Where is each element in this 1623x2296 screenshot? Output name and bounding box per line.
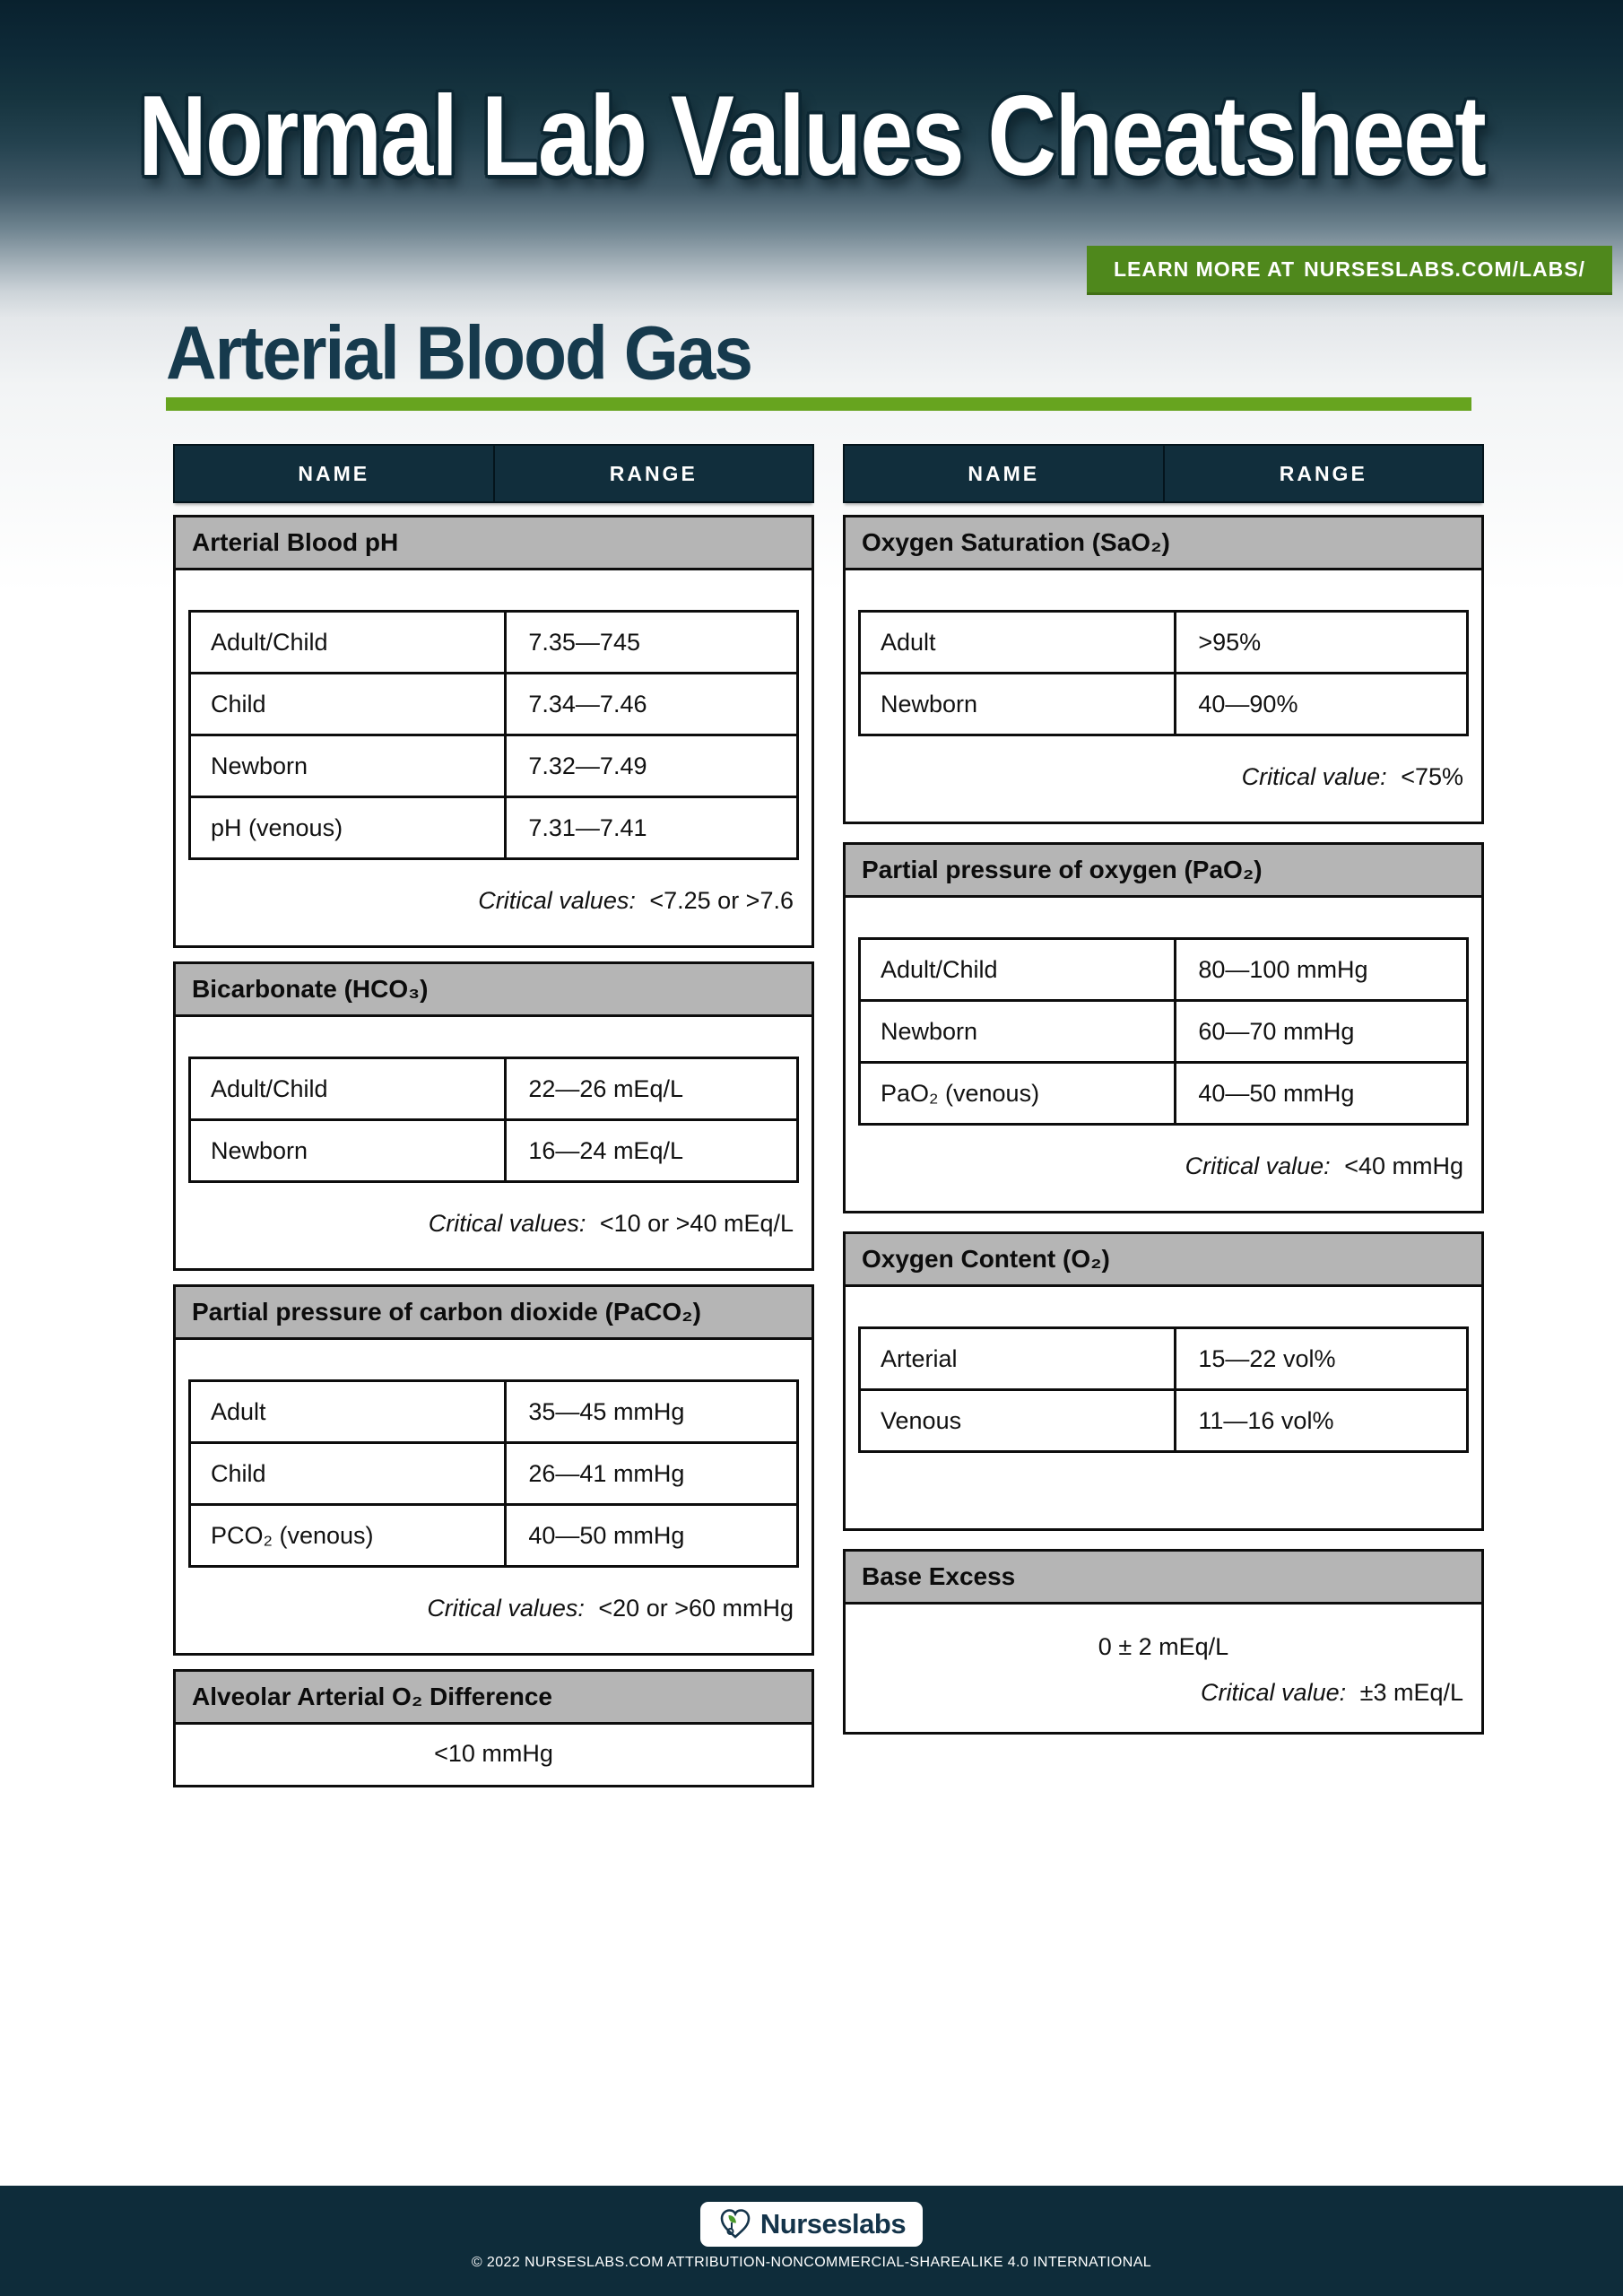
row-label: PaO₂ (venous): [861, 1064, 1176, 1123]
row-value: 7.31—7.41: [528, 813, 647, 841]
values-table: [188, 610, 799, 860]
row-label: PCO₂ (venous): [191, 1506, 507, 1565]
critical-value: <75%: [1401, 763, 1463, 790]
table-row: [861, 1002, 1466, 1064]
table-row: [191, 1444, 796, 1506]
table-row: [861, 674, 1466, 734]
row-value: 80—100 mmHg: [1198, 955, 1368, 983]
row-value: 7.34—7.46: [528, 690, 647, 718]
row-label: Child: [191, 674, 507, 734]
row-value: 16—24 mEq/L: [528, 1136, 683, 1164]
critical-label: Critical values:: [428, 1210, 586, 1237]
critical-label: Critical value:: [1241, 763, 1387, 790]
critical-values: [846, 1661, 1481, 1732]
values-table: [188, 1057, 799, 1183]
table-row: [191, 736, 796, 798]
row-value: 11—16 vol%: [1198, 1406, 1334, 1434]
left-table-header: [173, 444, 814, 503]
critical-label: Critical value:: [1185, 1152, 1331, 1179]
table-row: [861, 1329, 1466, 1391]
row-value: 40—50 mmHg: [528, 1521, 685, 1549]
row-label: Arterial: [861, 1329, 1176, 1388]
critical-value: <10 or >40 mEq/L: [599, 1210, 794, 1237]
section-spacer: [846, 1453, 1481, 1528]
section-title: Bicarbonate (HCO₃): [176, 964, 812, 1017]
row-label: Venous: [861, 1391, 1176, 1450]
critical-value: ±3 mEq/L: [1359, 1679, 1463, 1706]
critical-value: <40 mmHg: [1344, 1152, 1463, 1179]
column-header-range: RANGE: [1279, 461, 1367, 485]
column-header-name: NAME: [845, 446, 1165, 501]
nurseslabs-logo: [700, 2202, 923, 2247]
banner-prefix: LEARN MORE AT: [1113, 257, 1296, 281]
row-value: 40—90%: [1198, 690, 1298, 718]
banner-url[interactable]: NURSESLABS.COM/LABS/: [1304, 257, 1585, 281]
section-title: Alveolar Arterial O₂ Difference: [176, 1672, 812, 1725]
row-value: 60—70 mmHg: [1198, 1017, 1355, 1045]
heading-underline: [166, 397, 1471, 411]
tables-area: [173, 444, 1484, 1801]
row-value: 40—50 mmHg: [1198, 1079, 1355, 1107]
table-row: [191, 1059, 796, 1121]
section-oxygen-content: [843, 1231, 1484, 1531]
critical-values: [846, 1126, 1481, 1211]
right-table-header: [843, 444, 1484, 503]
row-label: Adult: [861, 613, 1176, 672]
section-pao2: [843, 842, 1484, 1213]
row-label: Adult/Child: [191, 613, 507, 672]
row-value: >95%: [1198, 628, 1262, 656]
values-table: [858, 937, 1469, 1126]
column-header-name: NAME: [175, 446, 495, 501]
section-heading: Arterial Blood Gas: [166, 310, 752, 396]
row-label: Adult/Child: [191, 1059, 507, 1118]
table-row: [861, 1391, 1466, 1450]
section-title: Partial pressure of carbon dioxide (PaCO₂): [176, 1287, 812, 1340]
values-table: [858, 1326, 1469, 1453]
critical-values: [846, 736, 1481, 822]
section-title: Partial pressure of oxygen (PaO₂): [846, 845, 1481, 898]
copyright-text: © 2022 NURSESLABS.COM ATTRIBUTION-NONCOMMERCIAL-SHAREALIKE 4.0 INTERNATIONAL: [471, 2255, 1152, 2270]
table-row: [191, 1382, 796, 1444]
column-header-range: RANGE: [609, 461, 698, 485]
learn-more-banner: [1087, 246, 1612, 295]
critical-label: Critical value:: [1201, 1679, 1347, 1706]
table-row: [191, 798, 796, 857]
section-paco2: [173, 1284, 814, 1656]
left-column: [173, 444, 814, 1801]
section-title: Oxygen Content (O₂): [846, 1234, 1481, 1287]
footer: [0, 2186, 1623, 2296]
row-value: 26—41 mmHg: [528, 1459, 685, 1487]
table-row: [191, 613, 796, 674]
critical-label: Critical values:: [427, 1595, 585, 1622]
right-column: [843, 444, 1484, 1801]
table-row: [861, 940, 1466, 1002]
row-label: Newborn: [861, 1002, 1176, 1061]
critical-label: Critical values:: [478, 887, 636, 914]
critical-value: <7.25 or >7.6: [649, 887, 794, 914]
table-row: [861, 613, 1466, 674]
section-oxygen-saturation: [843, 515, 1484, 824]
row-label: Newborn: [191, 1121, 507, 1180]
table-row: [191, 674, 796, 736]
section-alveolar-arterial-difference: [173, 1669, 814, 1787]
table-row: [861, 1064, 1466, 1123]
values-table: [858, 610, 1469, 736]
heart-stethoscope-icon: [717, 2207, 753, 2241]
logo-text: Nurseslabs: [759, 2208, 907, 2239]
row-label: pH (venous): [191, 798, 507, 857]
row-label: Newborn: [861, 674, 1176, 734]
section-title: Base Excess: [846, 1552, 1481, 1605]
section-title: Arterial Blood pH: [176, 517, 812, 570]
row-value: 22—26 mEq/L: [528, 1074, 683, 1102]
table-row: [191, 1506, 796, 1565]
row-label: Child: [191, 1444, 507, 1503]
single-value: 0 ± 2 mEq/L: [1098, 1633, 1229, 1660]
section-title: Oxygen Saturation (SaO₂): [846, 517, 1481, 570]
row-value: 7.32—7.49: [528, 752, 647, 779]
section-bicarbonate: [173, 961, 814, 1271]
critical-values: [176, 860, 812, 945]
critical-values: [176, 1568, 812, 1653]
single-value: <10 mmHg: [434, 1740, 553, 1767]
row-label: Adult/Child: [861, 940, 1176, 999]
table-row: [191, 1121, 796, 1180]
row-value: 15—22 vol%: [1198, 1344, 1336, 1372]
critical-value: <20 or >60 mmHg: [598, 1595, 794, 1622]
section-arterial-blood-ph: [173, 515, 814, 948]
row-label: Newborn: [191, 736, 507, 796]
row-value: 7.35—745: [528, 628, 640, 656]
row-label: Adult: [191, 1382, 507, 1441]
values-table: [188, 1379, 799, 1568]
page-title: Normal Lab Values Cheatsheet: [138, 72, 1485, 201]
critical-values: [176, 1183, 812, 1268]
row-value: 35—45 mmHg: [528, 1397, 685, 1425]
section-base-excess: [843, 1549, 1484, 1735]
